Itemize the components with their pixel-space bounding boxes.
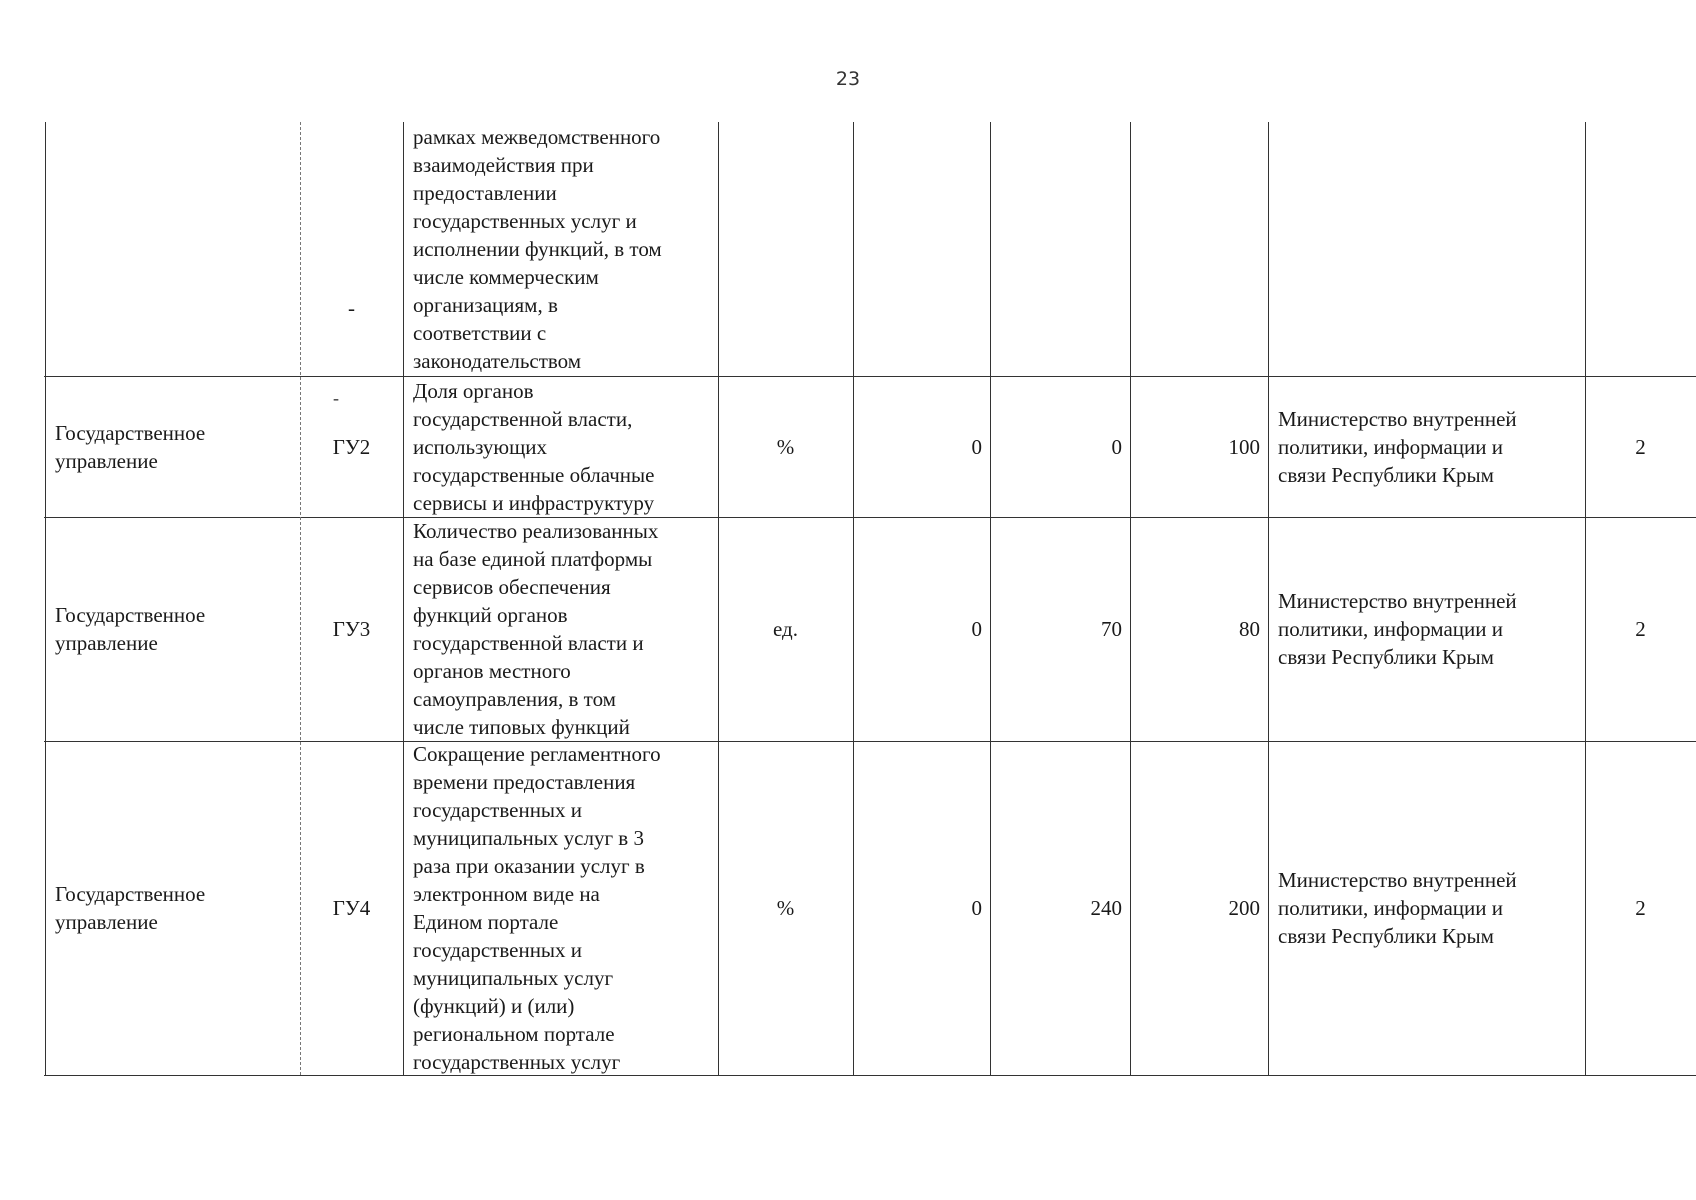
value-1: 240 <box>1090 896 1122 920</box>
indicator-line: муниципальных услуг <box>413 966 614 990</box>
unit-value: % <box>776 434 795 459</box>
responsible-line: связи Республики Крым <box>1278 924 1494 948</box>
indicator-line: функций органов <box>413 603 568 627</box>
indicator-line: Доля органов <box>413 378 534 403</box>
indicator-line: законодательством <box>413 349 582 373</box>
indicator-code: ГУ3 <box>332 617 371 641</box>
area-line: Государственное <box>55 603 206 627</box>
indicator-cell <box>403 122 718 376</box>
responsible-line: политики, информации и <box>1278 434 1503 459</box>
code-cell <box>300 376 403 517</box>
page-number: 23 <box>835 68 861 90</box>
indicator-cell <box>403 376 718 517</box>
base-value: 0 <box>971 896 982 920</box>
responsible-line: политики, информации и <box>1278 896 1503 920</box>
indicator-line: государственной власти и <box>413 631 644 655</box>
base-value-cell <box>853 376 990 517</box>
unit-cell <box>718 517 853 741</box>
indicator-line: государственных и <box>413 798 583 822</box>
indicator-line: муниципальных услуг в 3 <box>413 826 644 850</box>
indicator-line: Количество реализованных <box>413 519 659 543</box>
indicator-code: ГУ4 <box>332 896 371 920</box>
indicator-line: исполнении функций, в том <box>413 237 662 261</box>
indicator-line: региональном портале <box>413 1022 615 1046</box>
unit-value: % <box>776 896 795 920</box>
value-cell <box>990 517 1130 741</box>
indicator-code: ГУ2 <box>332 434 371 459</box>
area-cell <box>45 741 300 1075</box>
indicator-line: числе коммерческим <box>413 265 599 289</box>
base-value: 0 <box>971 434 982 459</box>
indicator-line: использующих <box>413 434 548 459</box>
indicator-line: Едином портале <box>413 910 559 934</box>
responsible-cell <box>1268 741 1585 1075</box>
code-dash: - <box>348 296 355 320</box>
area-cell <box>45 376 300 517</box>
value-cell <box>1130 517 1268 741</box>
indicator-line: государственной власти, <box>413 406 633 431</box>
indicator-line: раза при оказании услуг в <box>413 854 645 878</box>
indicator-line: сервисы и инфраструктуру <box>413 490 655 515</box>
base-value: 0 <box>971 617 982 641</box>
responsible-line: связи Республики Крым <box>1278 462 1494 487</box>
last-column-cell <box>1585 741 1696 1075</box>
value-2: 100 <box>1228 434 1260 459</box>
value-cell <box>990 741 1130 1075</box>
value-cell <box>990 376 1130 517</box>
value-2: 80 <box>1239 617 1260 641</box>
unit-cell <box>718 376 853 517</box>
responsible-line: политики, информации и <box>1278 617 1503 641</box>
indicator-line: органов местного <box>413 659 571 683</box>
responsible-line: Министерство внутренней <box>1278 406 1517 431</box>
area-line: Государственное <box>55 420 206 445</box>
unit-value: ед. <box>773 617 798 641</box>
code-cell <box>300 517 403 741</box>
indicator-line: государственных и <box>413 938 583 962</box>
area-line: Государственное <box>55 882 206 906</box>
indicator-line: организациям, в <box>413 293 558 317</box>
base-value-cell <box>853 741 990 1075</box>
responsible-cell <box>1268 376 1585 517</box>
area-line: управление <box>55 910 158 934</box>
responsible-cell <box>1268 517 1585 741</box>
responsible-line: Министерство внутренней <box>1278 868 1517 892</box>
indicator-line: самоуправления, в том <box>413 687 616 711</box>
last-column-value: 2 <box>1635 434 1646 459</box>
indicator-line: времени предоставления <box>413 770 636 794</box>
value-cell <box>1130 741 1268 1075</box>
indicator-line: электронном виде на <box>413 882 600 906</box>
indicator-line: предоставлении <box>413 181 557 205</box>
value-1: 0 <box>1111 434 1122 459</box>
last-column-value: 2 <box>1635 617 1646 641</box>
last-column-value: 2 <box>1635 896 1646 920</box>
code-cell <box>300 290 403 326</box>
area-line: управление <box>55 631 158 655</box>
indicator-line: государственные облачные <box>413 462 655 487</box>
code-cell <box>300 741 403 1075</box>
indicator-line: Сокращение регламентного <box>413 742 661 766</box>
indicator-line: (функций) и (или) <box>413 994 575 1018</box>
indicator-line: числе типовых функций <box>413 715 630 739</box>
value-2: 200 <box>1228 896 1260 920</box>
responsible-line: связи Республики Крым <box>1278 645 1494 669</box>
value-cell <box>1130 376 1268 517</box>
area-line: управление <box>55 448 158 473</box>
code-mark: - <box>333 388 339 408</box>
indicator-line: взаимодействия при <box>413 153 594 177</box>
base-value-cell <box>853 517 990 741</box>
last-column-cell <box>1585 517 1696 741</box>
table-bottom-border <box>44 1075 1696 1076</box>
value-1: 70 <box>1101 617 1122 641</box>
indicator-line: сервисов обеспечения <box>413 575 611 599</box>
indicator-line: на базе единой платформы <box>413 547 653 571</box>
indicator-line: государственных услуг <box>413 1050 621 1074</box>
indicator-line: рамках межведомственного <box>413 125 661 149</box>
area-cell <box>45 517 300 741</box>
indicator-cell <box>403 517 718 741</box>
unit-cell <box>718 741 853 1075</box>
responsible-line: Министерство внутренней <box>1278 589 1517 613</box>
indicator-cell <box>403 741 718 1075</box>
last-column-cell <box>1585 376 1696 517</box>
indicator-line: соответствии с <box>413 321 547 345</box>
indicator-line: государственных услуг и <box>413 209 637 233</box>
